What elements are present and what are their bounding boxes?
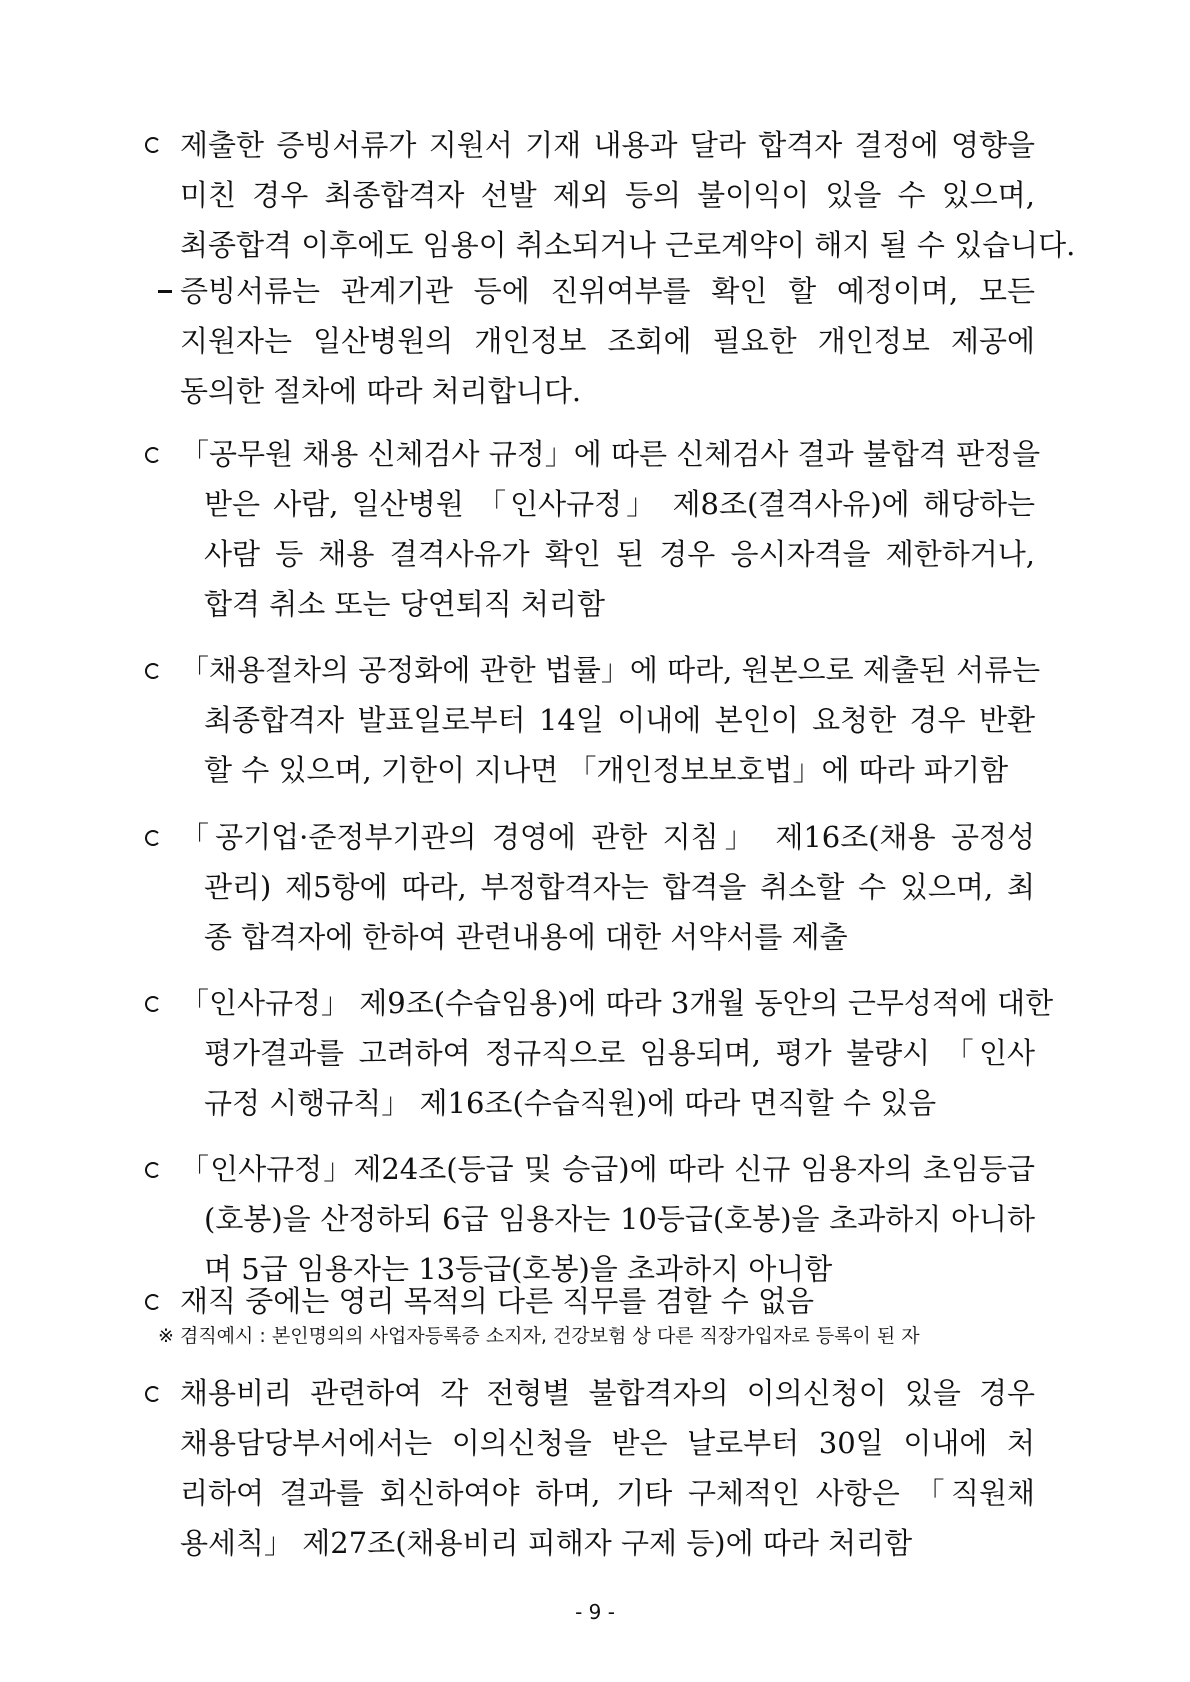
side-job-example-note: ※ 겸직예시 : 본인명의의 사업자등록증 소지자, 건강보험 상 다른 직장가입자로 등록이 된 자: [158, 1325, 920, 1347]
paragraph-line: 며 5급 임용자는 13등급(호봉)을 초과하지 아니함: [204, 1252, 833, 1286]
paragraph-line: 「공무원 채용 신체검사 규정」에 따른 신체검사 결과 불합격 판정을: [180, 437, 1041, 471]
circle-bullet-icon: [145, 663, 161, 679]
circle-bullet-icon: [145, 996, 161, 1012]
paragraph-line: 증빙서류는 관계기관 등에 진위여부를 확인 할 예정이며, 모든: [180, 274, 1035, 308]
paragraph-line: 채용비리 관련하여 각 전형별 불합격자의 이의신청이 있을 경우: [180, 1376, 1035, 1410]
paragraph-line: 미친 경우 최종합격자 선발 제외 등의 불이익이 있을 수 있으며,: [180, 178, 1035, 212]
circle-bullet-icon: [145, 1294, 161, 1310]
page-number: - 9 -: [575, 1600, 615, 1624]
paragraph-line: 용세칙」 제27조(채용비리 피해자 구제 등)에 따라 처리함: [180, 1526, 913, 1560]
paragraph-line: 사람 등 채용 결격사유가 확인 된 경우 응시자격을 제한하거나,: [204, 537, 1035, 571]
paragraph-line: 「채용절차의 공정화에 관한 법률」에 따라, 원본으로 제출된 서류는: [180, 653, 1041, 687]
circle-bullet-icon: [145, 137, 161, 153]
paragraph-line: 합격 취소 또는 당연퇴직 처리함: [204, 587, 606, 621]
circle-bullet-icon: [145, 1162, 161, 1178]
paragraph-line: 최종합격자 발표일로부터 14일 이내에 본인이 요청한 경우 반환: [204, 703, 1035, 737]
paragraph-line: 받은 사람, 일산병원 「인사규정」 제8조(결격사유)에 해당하는: [204, 487, 1035, 521]
paragraph-line: 지원자는 일산병원의 개인정보 조회에 필요한 개인정보 제공에: [180, 324, 1035, 358]
paragraph-line: 종 합격자에 한하여 관련내용에 대한 서약서를 제출: [204, 920, 848, 954]
circle-bullet-icon: [145, 830, 161, 846]
paragraph-line: 「공기업·준정부기관의 경영에 관한 지침」 제16조(채용 공정성: [180, 820, 1035, 854]
circle-bullet-icon: [145, 1386, 161, 1402]
paragraph-line: 평가결과를 고려하여 정규직으로 임용되며, 평가 불량시 「인사: [204, 1036, 1035, 1070]
paragraph-line: 채용담당부서에서는 이의신청을 받은 날로부터 30일 이내에 처: [180, 1426, 1035, 1460]
paragraph-line: 최종합격 이후에도 임용이 취소되거나 근로계약이 해지 될 수 있습니다.: [180, 228, 1076, 262]
paragraph-line: 관리) 제5항에 따라, 부정합격자는 합격을 취소할 수 있으며, 최: [204, 870, 1035, 904]
paragraph-line: (호봉)을 산정하되 6급 임용자는 10등급(호봉)을 초과하지 아니하: [204, 1202, 1035, 1236]
paragraph-line: 규정 시행규칙」 제16조(수습직원)에 따라 면직할 수 있음: [204, 1086, 937, 1120]
circle-bullet-icon: [145, 447, 161, 463]
paragraph-line: 「인사규정」제24조(등급 및 승급)에 따라 신규 임용자의 초임등급: [180, 1152, 1035, 1186]
paragraph-line: 동의한 절차에 따라 처리합니다.: [180, 374, 582, 408]
paragraph-line: 할 수 있으며, 기한이 지나면 「개인정보보호법」에 따라 파기함: [204, 753, 1009, 787]
paragraph-line: 제출한 증빙서류가 지원서 기재 내용과 달라 합격자 결정에 영향을: [180, 128, 1035, 162]
dash-bullet-icon: [158, 290, 172, 293]
paragraph-line: 리하여 결과를 회신하여야 하며, 기타 구체적인 사항은 「직원채: [180, 1476, 1035, 1510]
paragraph-line: 「인사규정」 제9조(수습임용)에 따라 3개월 동안의 근무성적에 대한: [180, 986, 1054, 1020]
paragraph-line: 재직 중에는 영리 목적의 다른 직무를 겸할 수 없음: [180, 1284, 815, 1318]
